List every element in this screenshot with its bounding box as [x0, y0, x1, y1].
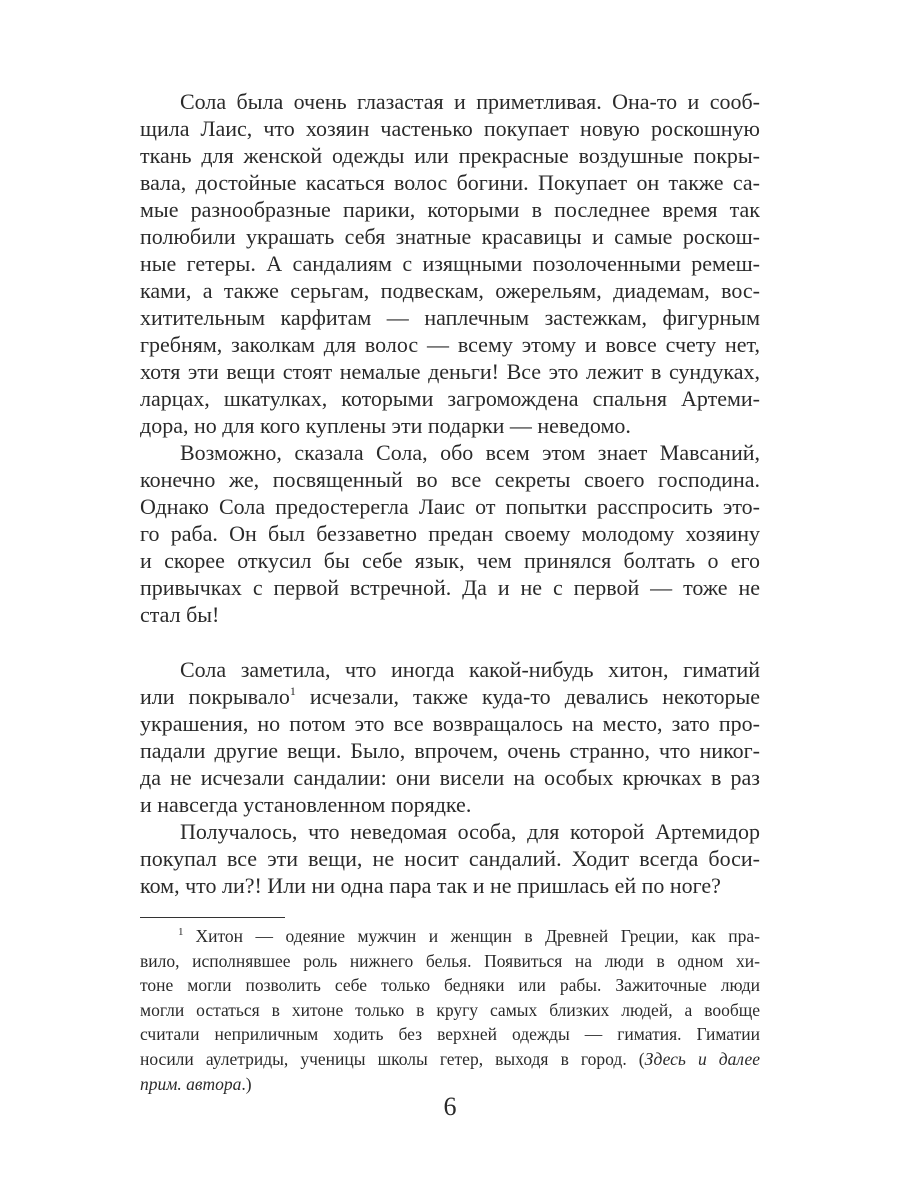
italic-text: прим. автора — [140, 1073, 242, 1094]
text-line: полюбили украшать себя знатные красавицы и самые роскош- — [140, 224, 760, 249]
text-line: мые разнообразные парики, которыми в последнее время так — [140, 197, 760, 222]
paragraph — [140, 439, 760, 628]
section-break — [140, 628, 760, 656]
text-line: ларцах, шкатулках, которыми загромождена спальня Артеми- — [140, 386, 760, 411]
italic-text: Здесь и далее — [644, 1048, 761, 1069]
paragraph — [140, 88, 760, 439]
text-line: конечно же, посвященный во все секреты своего господина. — [140, 467, 760, 492]
text-segment: или покрывало — [140, 684, 290, 709]
text-line — [140, 683, 760, 710]
text-line: ные гетеры. А сандалиям с изящными позолоченными ремеш- — [140, 251, 760, 276]
footnote-line — [140, 924, 760, 949]
text-line: щила Лаис, что хозяин частенько покупает новую роскошную — [140, 116, 760, 141]
text-segment: .) — [241, 1073, 252, 1094]
paragraph — [140, 818, 760, 899]
footnote-line — [140, 998, 760, 1023]
text-line: дора, но для кого куплены эти подарки — неведомо. — [140, 413, 631, 438]
text-line: Возможно, сказала Сола, обо всем этом знает Мавсаний, — [180, 440, 760, 465]
paragraph — [140, 656, 760, 818]
footnote-line — [140, 949, 760, 974]
text-line: ком, что ли?! Или ни одна пара так и не пришлась ей по ноге? — [140, 873, 721, 898]
text-line: гребням, заколкам для волос — всему этому и вовсе счету нет, — [140, 332, 760, 357]
footnote-divider — [140, 917, 285, 918]
text-segment: вило, исполнявшее роль нижнего белья. Появиться на люди в одном хи- — [140, 950, 760, 971]
text-line: Однако Сола предостерегла Лаис от попытки расспросить это- — [140, 494, 760, 519]
text-line: хитительным карфитам — наплечным застежкам, фигурным — [140, 305, 760, 330]
text-line: го раба. Он был беззаветно предан своему молодому хозяину — [140, 521, 760, 546]
text-line: ткань для женской одежды или прекрасные воздушные покры- — [140, 143, 760, 168]
text-line: падали другие вещи. Было, впрочем, очень странно, что никог- — [140, 738, 760, 763]
footnote-marker: 1 — [178, 926, 184, 938]
page-number: 6 — [443, 1092, 457, 1121]
text-line: покупал все эти вещи, не носит сандалий. Ходит всегда боси- — [140, 846, 760, 871]
footnote — [140, 924, 760, 1096]
text-line: Получалось, что неведомая особа, для которой Артемидор — [180, 819, 760, 844]
footnote-line — [140, 1047, 760, 1072]
footnote-line — [140, 973, 760, 998]
footnote-reference: 1 — [289, 684, 296, 698]
text-line: украшения, но потом это все возвращалось на место, зато про- — [140, 711, 760, 736]
text-line: привычках с первой встречной. Да и не с первой — тоже не — [140, 575, 760, 600]
text-line: Сола заметила, что иногда какой-нибудь хитон, гиматий — [180, 657, 760, 682]
text-line: Сола была очень глазастая и приметливая. Она-то и сооб- — [180, 89, 760, 114]
text-line: да не исчезали сандалии: они висели на особых крючках в раз — [140, 765, 760, 790]
text-line: хотя эти вещи стоят немалые деньги! Все это лежит в сундуках, — [140, 359, 760, 384]
footnote-line — [140, 1022, 760, 1047]
text-line: вала, достойные касаться волос богини. Покупает он также са- — [140, 170, 760, 195]
text-line: стал бы! — [140, 602, 220, 627]
text-segment: могли остаться в хитоне только в кругу самых близких людей, а вообще — [140, 999, 760, 1020]
text-segment: Хитон — одеяние мужчин и женщин в Древней Греции, как пра- — [195, 926, 760, 946]
text-line: и навсегда установленном порядке. — [140, 792, 472, 817]
text-segment: считали неприличным ходить без верхней одежды — гиматия. Гиматии — [140, 1024, 760, 1045]
text-segment: тоне могли позволить себе только бедняки или рабы. Зажиточные люди — [140, 975, 760, 996]
text-segment: носили аулетриды, ученицы школы гетер, выходя в город. ( — [140, 1048, 645, 1069]
page-body — [140, 88, 760, 1096]
text-line: ками, а также серьгам, подвескам, ожерельям, диадемам, вос- — [140, 278, 760, 303]
text-segment: исчезали, также куда-то девались некоторые — [295, 684, 760, 709]
text-line: и скорее откусил бы себе язык, чем принялся болтать о его — [140, 548, 760, 573]
